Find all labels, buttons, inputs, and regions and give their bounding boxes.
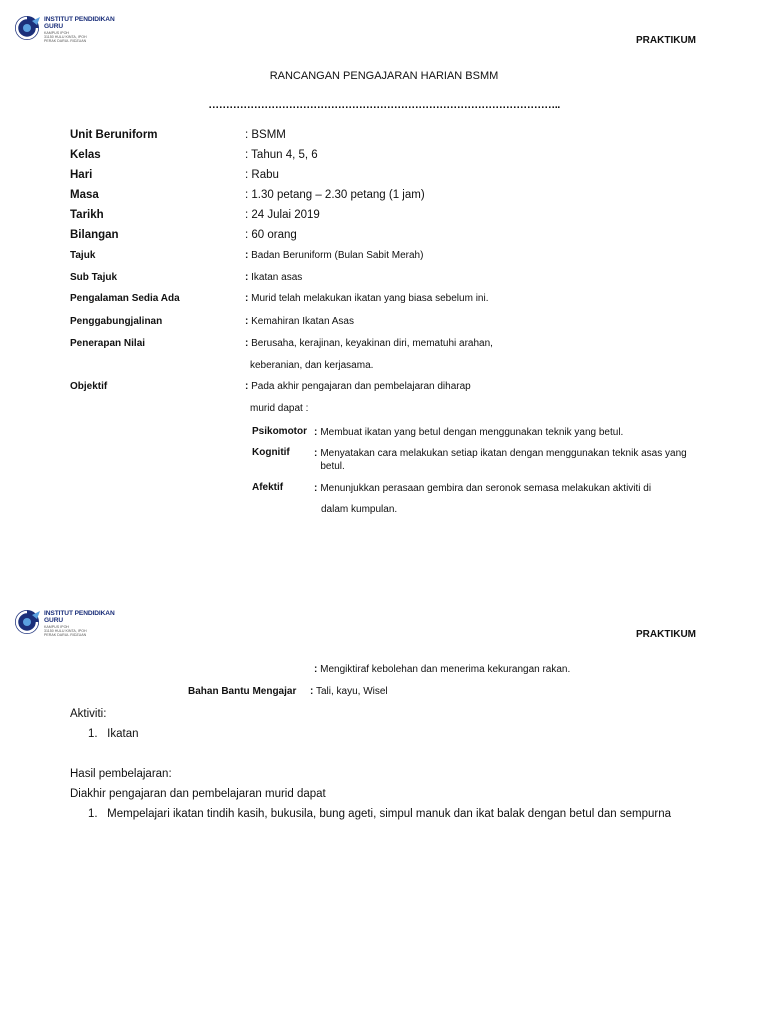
field-label-unit: Unit Beruniform [70, 129, 158, 141]
logo-address-line: PERAK DARUL RIDZUAN [44, 633, 87, 638]
detail-value-penerapan-nilai [245, 338, 493, 349]
field-value-bilangan: : 60 orang [245, 229, 297, 241]
institute-logo [14, 12, 132, 48]
dotted-line: ……………………………………………………………………………………….. [208, 99, 560, 111]
field-label-tarikh: Tarikh [70, 209, 104, 221]
detail-value-pengalaman [245, 293, 488, 304]
detail-value-objektif [245, 381, 471, 392]
colon: : [314, 427, 318, 438]
hasil-intro: Diakhir pengajaran dan pembelajaran murid dapat [70, 788, 326, 800]
objective-text: Menyatakan cara melakukan setiap ikatan dengan menggunakan teknik asas yang betul. [320, 448, 687, 472]
objective-value-afektif [314, 482, 694, 495]
field-value-hari: : Rabu [245, 169, 279, 181]
bbm-value-text: Tali, kayu, Wisel [315, 686, 388, 697]
ipg-emblem-icon [14, 609, 42, 635]
detail-text: Badan Beruniform (Bulan Sabit Merah) [251, 250, 424, 261]
objective-label-psikomotor: Psikomotor [252, 426, 308, 437]
logo-address-line: 31150 HULU KINTA, IPOH [44, 629, 87, 634]
detail-label-subtajuk: Sub Tajuk [70, 272, 118, 283]
logo-address-line: PERAK DARUL RIDZUAN [44, 39, 87, 44]
field-label-hari: Hari [70, 169, 93, 181]
hasil-heading: Hasil pembelajaran: [70, 768, 172, 780]
detail-value-tajuk [245, 250, 423, 261]
colon: : [310, 686, 314, 697]
objective-value-kognitif [314, 447, 694, 473]
aktiviti-item: 1. Ikatan [88, 728, 139, 740]
detail-label-pengalaman: Pengalaman Sedia Ada [70, 293, 180, 304]
logo-address-line: KAMPUS IPOH [44, 31, 69, 36]
colon: : [245, 338, 249, 349]
detail-text: Berusaha, kerajinan, keyakinan diri, mematuhi arahan, [251, 338, 493, 349]
detail-value-subtajuk [245, 272, 302, 283]
objective-label-afektif: Afektif [252, 482, 284, 493]
detail-label-penerapan-nilai: Penerapan Nilai [70, 338, 146, 349]
field-value-tarikh: : 24 Julai 2019 [245, 209, 320, 221]
objective-label-kognitif: Kognitif [252, 447, 290, 458]
colon: : [245, 272, 249, 283]
field-label-kelas: Kelas [70, 149, 101, 161]
institute-logo [14, 606, 132, 642]
logo-name: INSTITUT PENDIDIKAN GURU [44, 610, 115, 624]
colon: : [314, 483, 318, 494]
aktiviti-heading: Aktiviti: [70, 708, 107, 720]
field-label-bilangan: Bilangan [70, 229, 119, 241]
colon: : [314, 664, 318, 675]
detail-value-penggabungjalinan [245, 316, 354, 327]
detail-text: Pada akhir pengajaran dan pembelajaran diharap [251, 381, 471, 392]
logo-address-line: 31150 HULU KINTA, IPOH [44, 35, 87, 40]
colon: : [245, 250, 249, 261]
ipg-emblem-icon [14, 15, 42, 41]
colon: : [245, 381, 249, 392]
detail-text: Kemahiran Ikatan Asas [251, 316, 354, 327]
detail-label-objektif: Objektif [70, 381, 108, 392]
praktikum-label: PRAKTIKUM [636, 629, 696, 640]
colon: : [245, 316, 249, 327]
detail-text: Murid telah melakukan ikatan yang biasa sebelum ini. [251, 293, 489, 304]
detail-value-penerapan-nilai-cont: keberanian, dan kerjasama. [250, 360, 374, 371]
bbm-label: Bahan Bantu Mengajar [188, 686, 297, 697]
colon: : [314, 448, 318, 459]
detail-label-tajuk: Tajuk [70, 250, 96, 261]
colon: : [245, 293, 249, 304]
objective-value-afektif-cont: dalam kumpulan. [321, 504, 398, 515]
logo-address-line: KAMPUS IPOH [44, 625, 69, 630]
objective-text: Membuat ikatan yang betul dengan menggunakan teknik yang betul. [320, 427, 624, 438]
bbm-value [310, 686, 388, 697]
detail-text: Ikatan asas [251, 272, 303, 283]
afektif-continuation-text: Mengiktiraf kebolehan dan menerima kekurangan rakan. [320, 664, 571, 675]
field-label-masa: Masa [70, 189, 99, 201]
field-value-masa: : 1.30 petang – 2.30 petang (1 jam) [245, 189, 425, 201]
praktikum-label: PRAKTIKUM [636, 35, 696, 46]
afektif-continuation [314, 664, 570, 675]
detail-label-penggabungjalinan: Penggabungjalinan [70, 316, 163, 327]
logo-name: INSTITUT PENDIDIKAN GURU [44, 16, 115, 30]
field-value-kelas: : Tahun 4, 5, 6 [245, 149, 318, 161]
hasil-item: 1. Mempelajari ikatan tindih kasih, bukusila, bung ageti, simpul manuk dan ikat balak dengan betul dan sempurna [88, 808, 672, 820]
objective-value-psikomotor [314, 426, 694, 439]
document-title: RANCANGAN PENGAJARAN HARIAN BSMM [269, 70, 499, 82]
detail-value-objektif-cont: murid dapat : [250, 403, 309, 414]
objective-text: Menunjukkan perasaan gembira dan seronok semasa melakukan aktiviti di [320, 483, 652, 494]
field-value-unit: : BSMM [245, 129, 286, 141]
